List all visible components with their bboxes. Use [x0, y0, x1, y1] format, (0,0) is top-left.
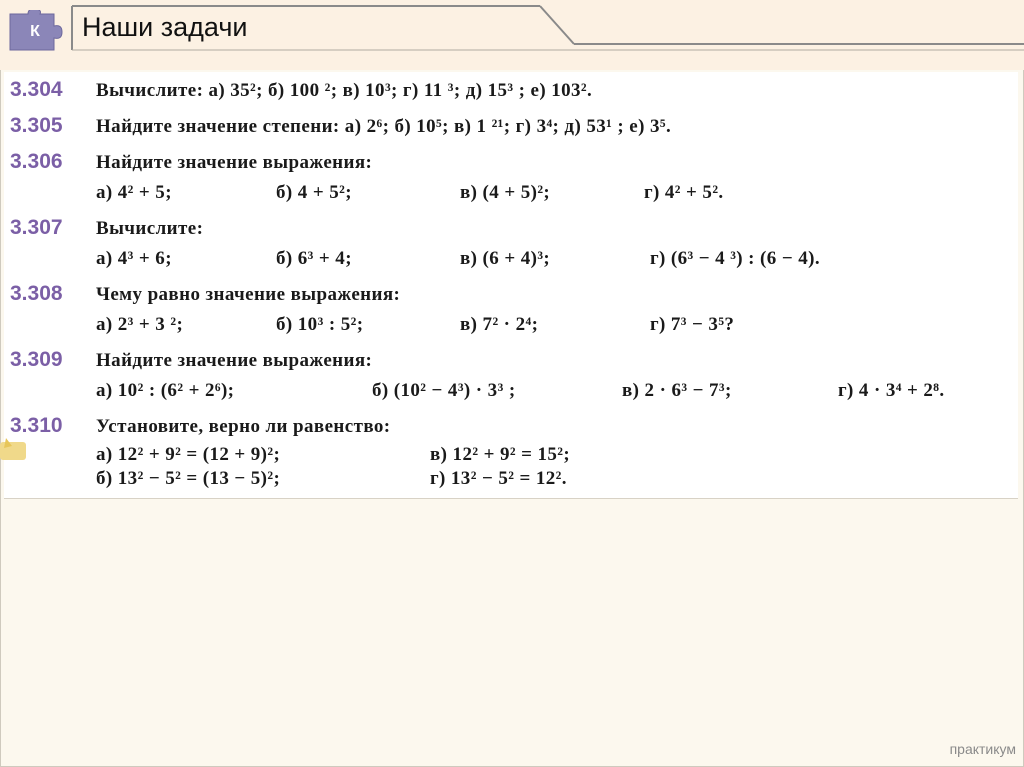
exercise-item: в) 2 · 6³ − 7³; [622, 380, 732, 401]
exercise-number: 3.304 [10, 78, 63, 101]
exercise-3-307 [4, 216, 1018, 276]
exercise-item: г) 13² − 5² = 12². [430, 468, 567, 489]
exercise-text: Вычислите: [96, 218, 204, 239]
exercise-item: г) (6³ − 4 ³) : (6 − 4). [650, 248, 820, 269]
exercise-number: 3.305 [10, 114, 63, 137]
exercise-item: б) (10² − 4³) · 3³ ; [372, 380, 516, 401]
exercise-text: Вычислите: а) 35²; б) 100 ²; в) 10³; г) 11 ³; д) 15³ ; е) 103². [96, 80, 593, 101]
puzzle-letter: К [30, 23, 40, 40]
exercise-text: Найдите значение выражения: [96, 152, 373, 173]
exercise-item: б) 6³ + 4; [276, 248, 352, 269]
exercise-3-306 [4, 150, 1018, 210]
exercise-item: б) 4 + 5²; [276, 182, 352, 203]
exercise-item: а) 4² + 5; [96, 182, 172, 203]
exercise-number: 3.309 [10, 348, 63, 371]
puzzle-logo [6, 10, 62, 50]
exercise-item: в) 12² + 9² = 15²; [430, 444, 571, 465]
exercise-3-308 [4, 282, 1018, 342]
exercise-item: а) 4³ + 6; [96, 248, 172, 269]
exercise-text: Найдите значение выражения: [96, 350, 373, 371]
slide-header [0, 0, 1024, 70]
footer-label: практикум [949, 741, 1016, 757]
exercise-item: в) (4 + 5)²; [460, 182, 551, 203]
exercise-3-309 [4, 348, 1018, 408]
hint-marker-icon [0, 436, 32, 462]
exercise-3-310 [4, 414, 1018, 498]
exercise-item: а) 2³ + 3 ²; [96, 314, 184, 335]
exercise-number: 3.307 [10, 216, 63, 239]
textbook-page [4, 72, 1018, 499]
exercise-3-305 [4, 114, 1018, 144]
exercise-item: г) 4² + 5². [644, 182, 724, 203]
exercise-item: а) 12² + 9² = (12 + 9)²; [96, 444, 281, 465]
exercise-item: б) 10³ : 5²; [276, 314, 364, 335]
exercise-text: Установите, верно ли равенство: [96, 416, 391, 437]
exercise-item: в) 7² · 2⁴; [460, 314, 539, 335]
exercise-text: Чему равно значение выражения: [96, 284, 401, 305]
exercise-item: а) 10² : (6² + 2⁶); [96, 380, 235, 401]
exercise-number: 3.306 [10, 150, 63, 173]
exercise-number: 3.308 [10, 282, 63, 305]
exercise-item: г) 4 · 3⁴ + 2⁸. [838, 380, 945, 401]
exercise-item: в) (6 + 4)³; [460, 248, 551, 269]
exercise-item: г) 7³ − 3⁵? [650, 314, 735, 335]
exercise-text: Найдите значение степени: а) 2⁶; б) 10⁵; в) 1 ²¹; г) 3⁴; д) 53¹ ; е) 3⁵. [96, 116, 672, 137]
slide-title: Наши задачи [82, 12, 248, 42]
exercise-3-304 [4, 78, 1018, 108]
exercise-item: б) 13² − 5² = (13 − 5)²; [96, 468, 281, 489]
exercise-number: 3.310 [10, 414, 63, 437]
